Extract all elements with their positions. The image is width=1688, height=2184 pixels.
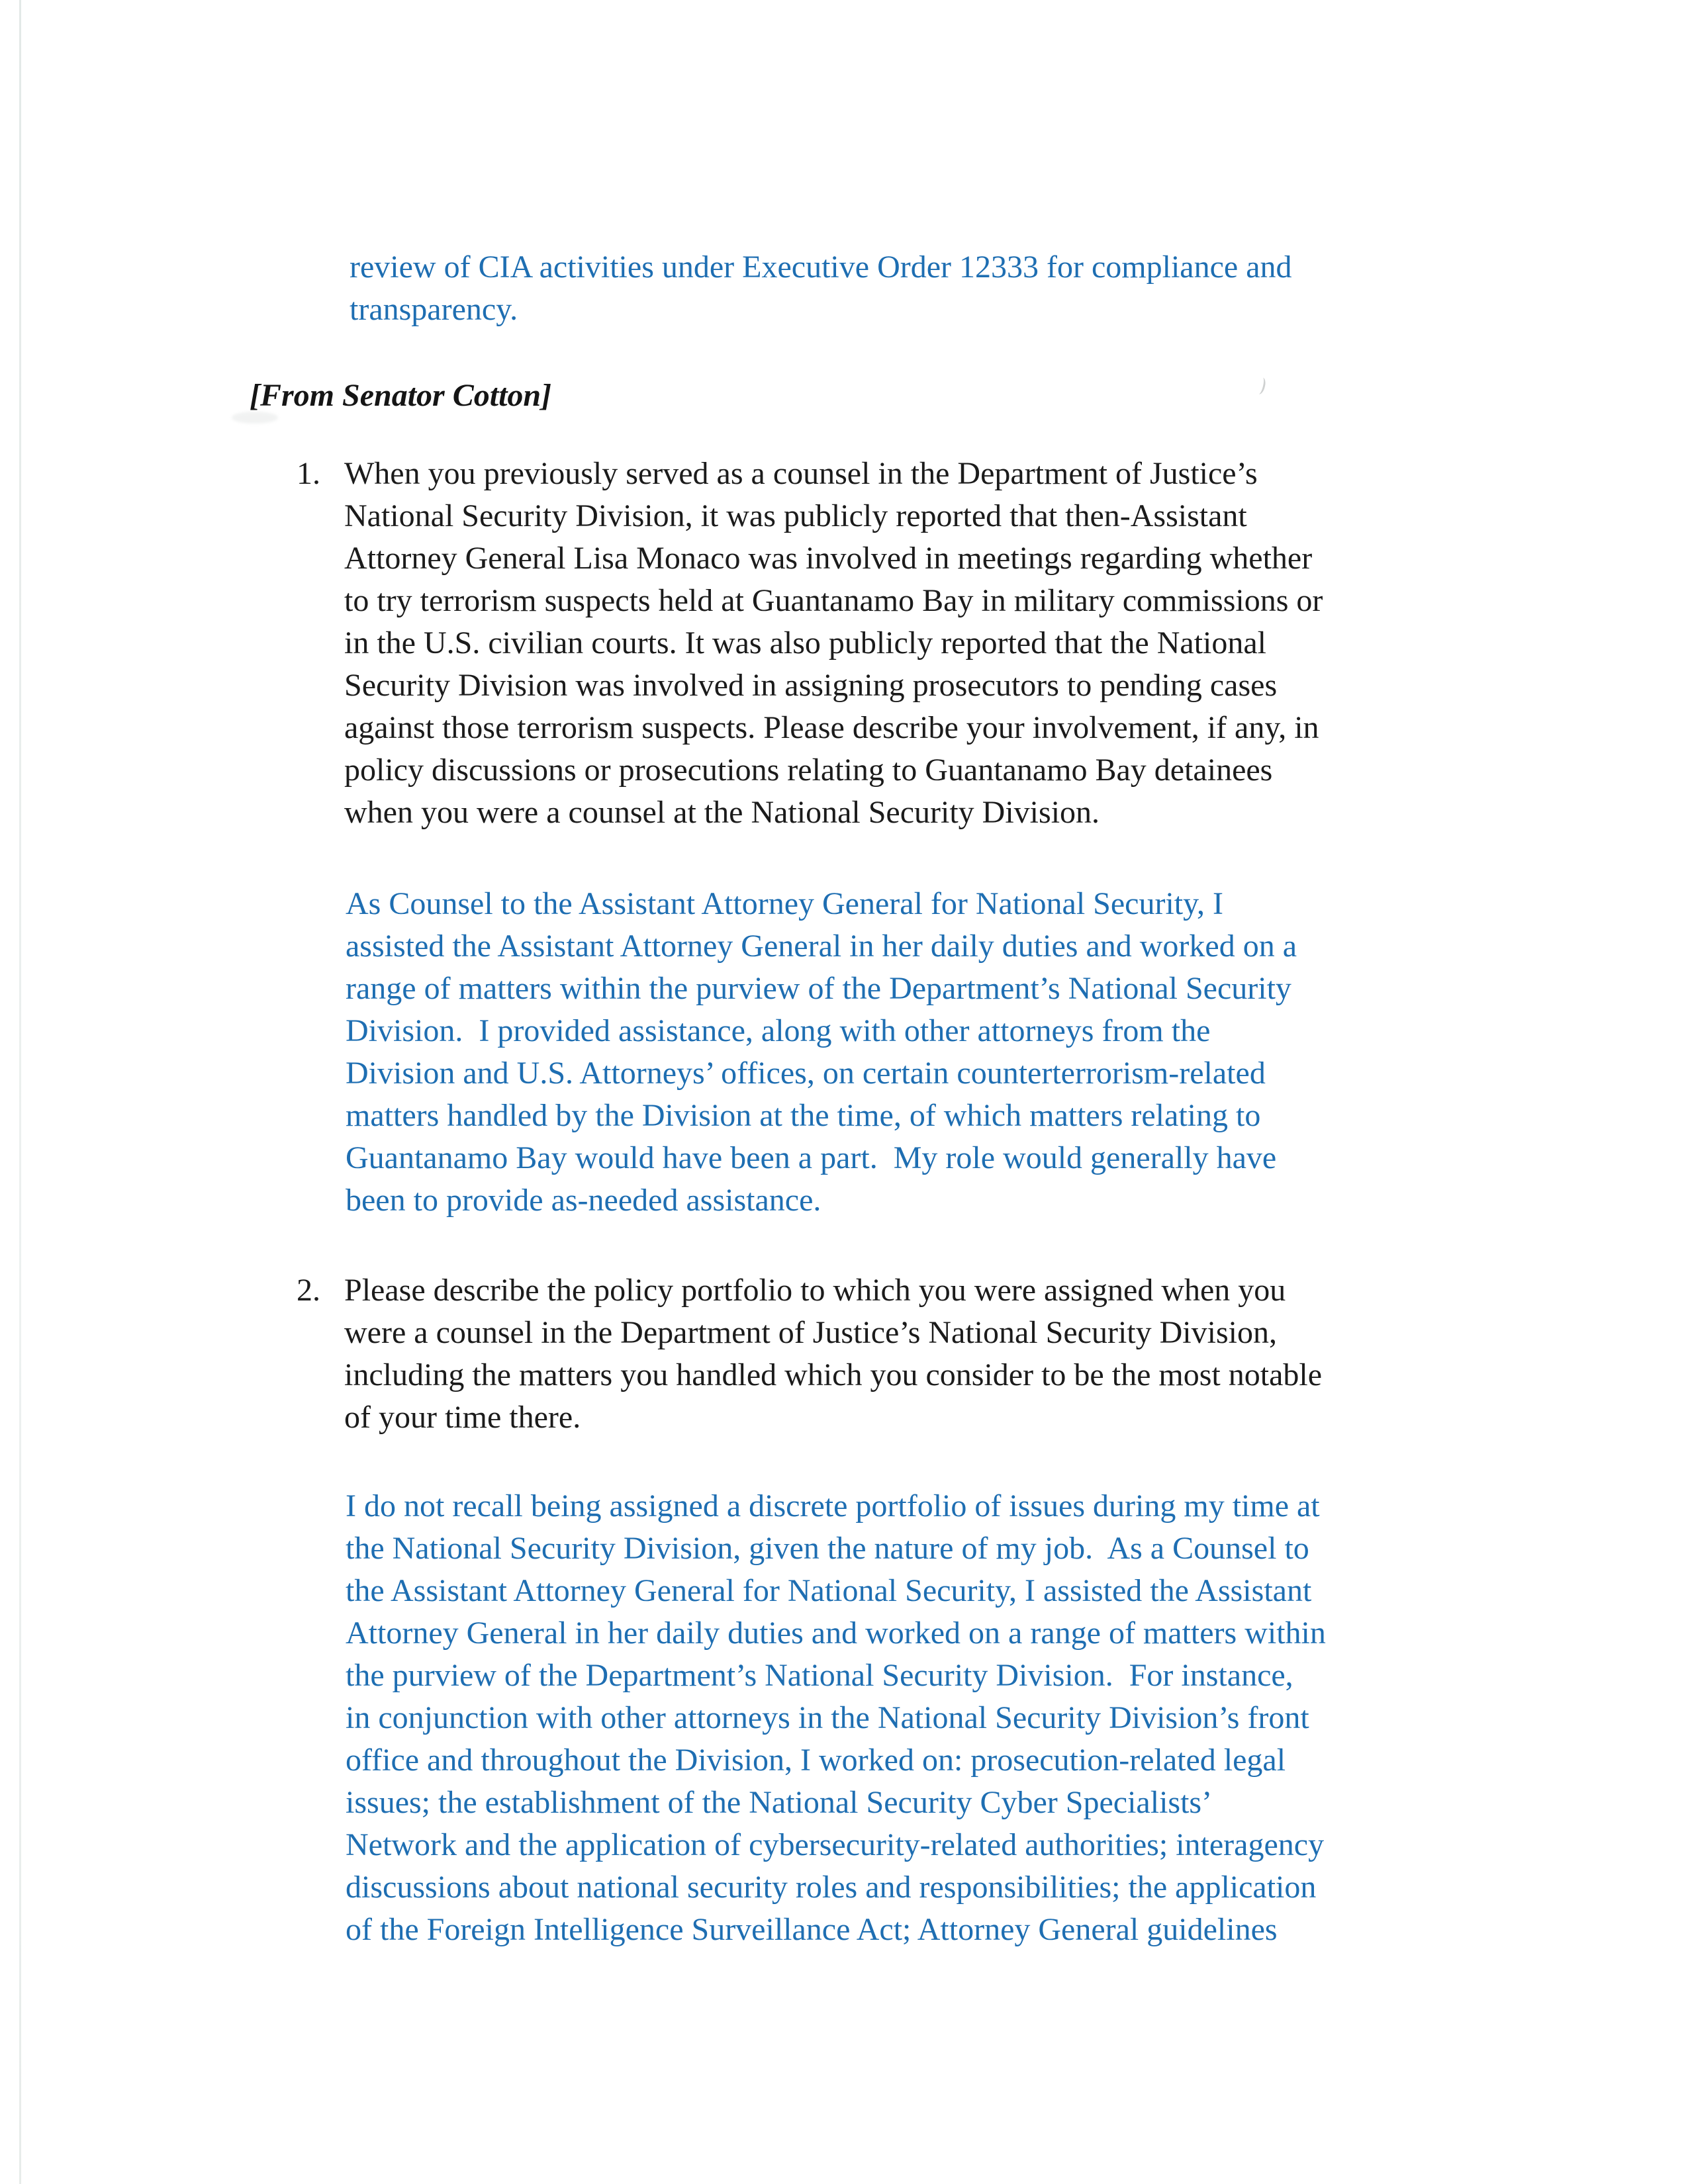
question-item-1 — [297, 453, 1323, 834]
scan-artifact-speck — [1254, 377, 1267, 395]
text-line: in conjunction with other attorneys in the National Security Division’s front — [346, 1700, 1309, 1735]
text-line: Guantanamo Bay would have been a part. My role would generally have — [346, 1140, 1277, 1175]
question-number: 2. — [297, 1273, 320, 1308]
text-line: the Assistant Attorney General for National Security, I assisted the Assistant — [346, 1573, 1312, 1608]
question-number: 1. — [297, 456, 320, 491]
question-text — [344, 453, 1323, 834]
text-line: were a counsel in the Department of Justice’s National Security Division, — [344, 1315, 1277, 1350]
text-line: When you previously served as a counsel in the Department of Justice’s — [344, 456, 1258, 491]
text-line: been to provide as-needed assistance. — [346, 1183, 821, 1218]
text-line: discussions about national security roles and responsibilities; the application — [346, 1870, 1317, 1905]
text-line: Security Division was involved in assigning prosecutors to pending cases — [344, 668, 1278, 703]
text-line: National Security Division, it was publicly reported that then-Assistant — [344, 498, 1247, 533]
scan-artifact-line — [19, 0, 21, 2184]
text-line: the National Security Division, given the nature of my job. As a Counsel to — [346, 1531, 1309, 1566]
text-line: Attorney General in her daily duties and worked on a range of matters within — [346, 1615, 1326, 1651]
text-line: when you were a counsel at the National Security Division. — [344, 795, 1100, 830]
answer-continuation-paragraph — [350, 246, 1292, 331]
text-line: Please describe the policy portfolio to which you were assigned when you — [344, 1273, 1286, 1308]
text-line: policy discussions or prosecutions relating to Guantanamo Bay detainees — [344, 752, 1273, 788]
text-line: of your time there. — [344, 1400, 581, 1435]
text-line: issues; the establishment of the National Security Cyber Specialists’ — [346, 1785, 1213, 1820]
text-line: assisted the Assistant Attorney General in her daily duties and worked on a — [346, 929, 1297, 964]
text-line: I do not recall being assigned a discrete portfolio of issues during my time at — [346, 1488, 1320, 1524]
answer-paragraph-2 — [346, 1485, 1326, 1951]
text-line: Attorney General Lisa Monaco was involved in meetings regarding whether — [344, 541, 1313, 576]
text-line: in the U.S. civilian courts. It was also publicly reported that the National — [344, 625, 1267, 660]
text-line: matters handled by the Division at the time, of which matters relating to — [346, 1098, 1261, 1133]
text-line: office and throughout the Division, I worked on: prosecution-related legal — [346, 1743, 1286, 1778]
question-item-2 — [297, 1269, 1322, 1439]
text-line: the purview of the Department’s National Security Division. For instance, — [346, 1658, 1293, 1693]
text-line: transparency. — [350, 292, 518, 327]
text-line: Division. I provided assistance, along with other attorneys from the — [346, 1013, 1211, 1048]
text-line: review of CIA activities under Executive Order 12333 for compliance and — [350, 250, 1292, 285]
section-heading-from-senator-cotton: [From Senator Cotton] — [250, 378, 552, 413]
question-text — [344, 1269, 1322, 1439]
text-line: Division and U.S. Attorneys’ offices, on certain counterterrorism-related — [346, 1056, 1266, 1091]
text-line: of the Foreign Intelligence Surveillance Act; Attorney General guidelines — [346, 1912, 1278, 1947]
answer-paragraph-1 — [346, 883, 1297, 1222]
text-line: range of matters within the purview of the Department’s National Security — [346, 971, 1291, 1006]
text-line: Network and the application of cybersecurity-related authorities; interagency — [346, 1827, 1325, 1862]
text-line: against those terrorism suspects. Please describe your involvement, if any, in — [344, 710, 1319, 745]
text-line: As Counsel to the Assistant Attorney General for National Security, I — [346, 886, 1223, 921]
text-line: to try terrorism suspects held at Guantanamo Bay in military commissions or — [344, 583, 1323, 618]
text-line: including the matters you handled which you consider to be the most notable — [344, 1357, 1323, 1392]
